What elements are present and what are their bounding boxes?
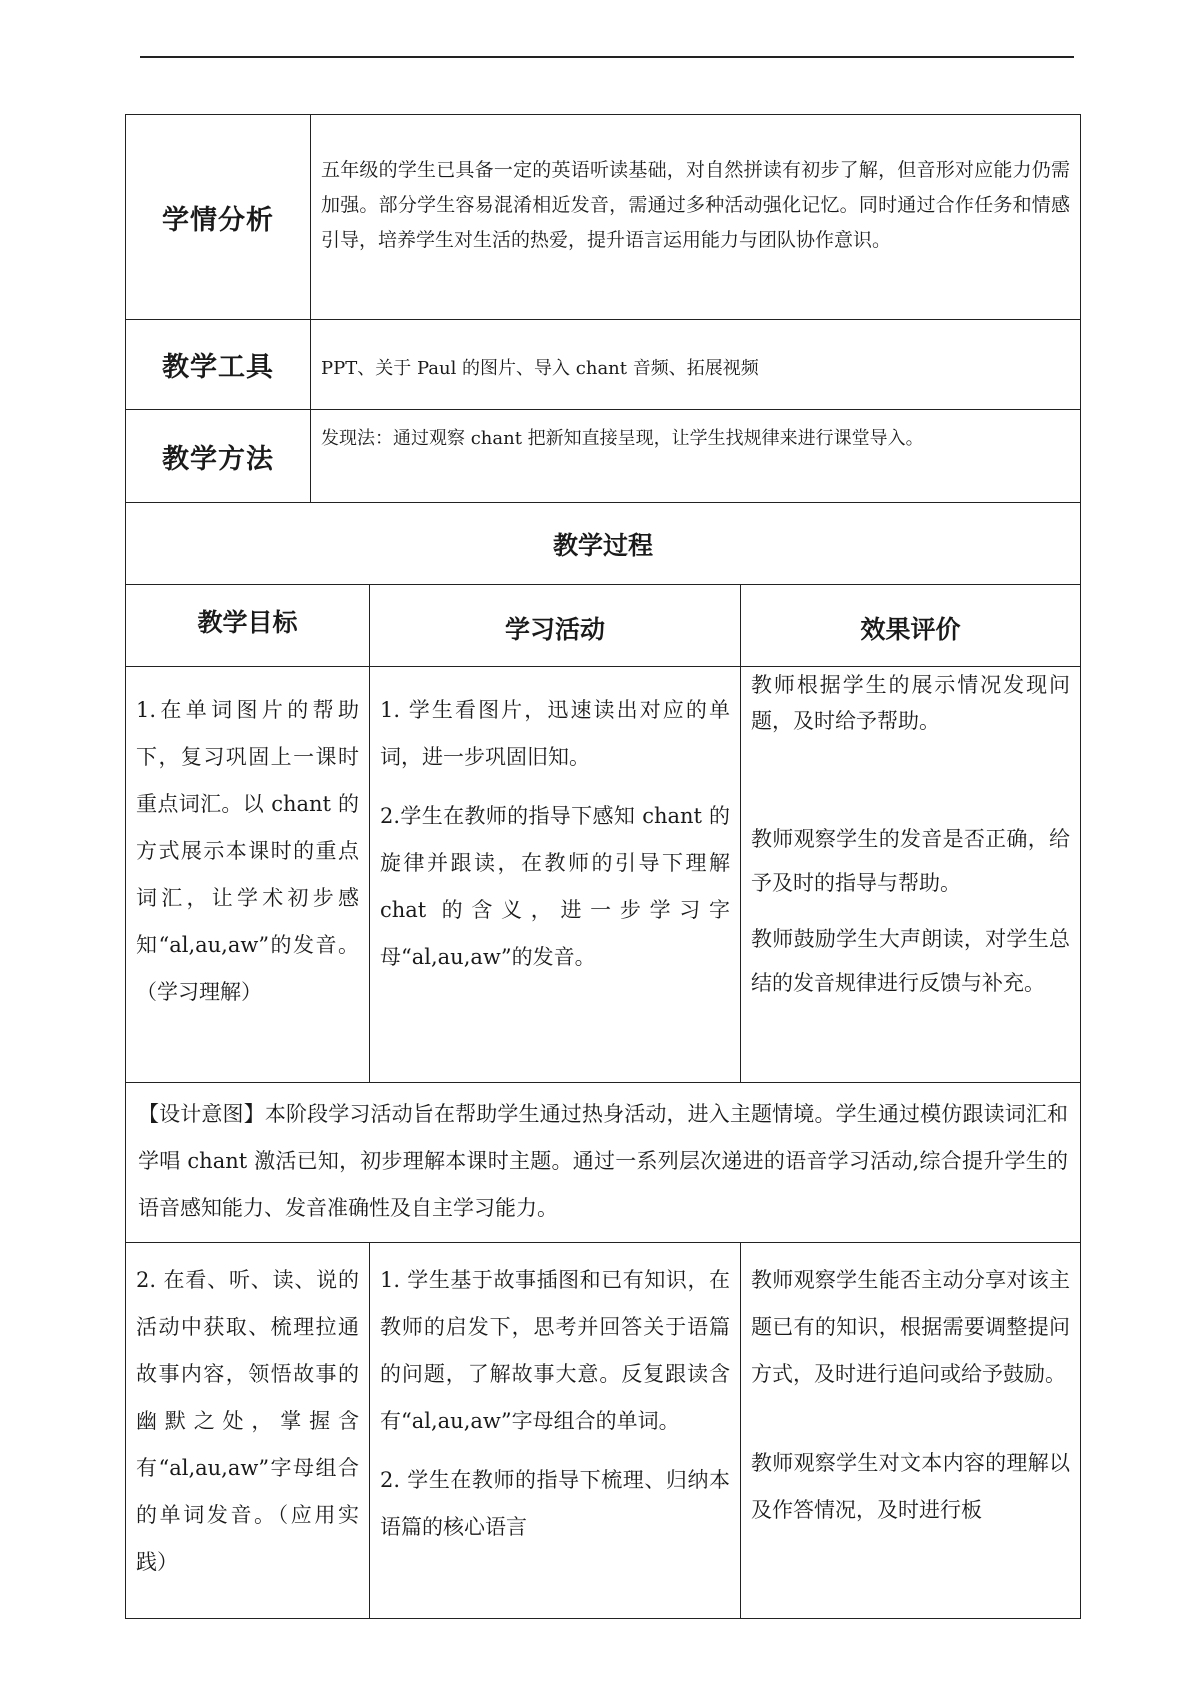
header-rule [140,56,1074,58]
activity-item: 1. 学生看图片，迅速读出对应的单词，进一步巩固旧知。 [380,698,730,769]
header-activity: 学习活动 [370,585,741,666]
design-intent: 【设计意图】本阶段学习活动旨在帮助学生通过热身活动，进入主题情境。学生通过模仿跟读词汇和学唱 chant 激活已知，初步理解本课时主题。通过一系列层次递进的语音学习活动,综合提升学生的语音感知能力、发音准确性及自主学习能力。 [126,1083,1080,1243]
lesson-plan-table [125,114,1081,1619]
evaluation-cell [741,1243,1080,1618]
method-label: 教学方法 [126,410,311,502]
tools-label: 教学工具 [126,320,311,409]
activity-item: 2.学生在教师的指导下感知 chant 的旋律并跟读，在教师的引导下理解 chat 的含义，进一步学习字母“al,au,aw”的发音。 [380,804,730,969]
activity-item: 1. 学生基于故事插图和已有知识，在教师的启发下，思考并回答关于语篇的问题，了解故事大意。反复跟读含有“al,au,aw”字母组合的单词。 [380,1268,730,1433]
goal-cell: 1.在单词图片的帮助下，复习巩固上一课时重点词汇。以 chant 的方式展示本课时的重点词汇，让学术初步感知“al,au,aw”的发音。（学习理解） [126,667,370,1082]
process-title: 教学过程 [126,503,1080,585]
evaluation-item: 教师观察学生能否主动分享对该主题已有的知识，根据需要调整提问方式，及时进行追问或给予鼓励。 [751,1268,1070,1386]
tools-row [126,320,1080,410]
analysis-text: 五年级的学生已具备一定的英语听读基础，对自然拼读有初步了解，但音形对应能力仍需加强。部分学生容易混淆相近发音，需通过多种活动强化记忆。同时通过合作任务和情感引导，培养学生对生活的热爱，提升语言运用能力与团队协作意识。 [321,159,1070,251]
header-evaluation: 效果评价 [860,614,961,644]
tools-text: PPT、关于 Paul 的图片、导入 chant 音频、拓展视频 [321,358,759,379]
evaluation-item: 教师根据学生的展示情况发现问题，及时给予帮助。 [751,673,1070,733]
method-text: 发现法：通过观察 chant 把新知直接呈现，让学生找规律来进行课堂导入。 [321,428,924,449]
evaluation-item: 教师观察学生对文本内容的理解以及作答情况，及时进行板 [751,1451,1070,1522]
goal-cell: 2. 在看、听、读、说的活动中获取、梳理拉通故事内容，领悟故事的幽默之处，掌握含有“al,au,aw”字母组合的单词发音。（应用实践） [126,1243,370,1618]
activity-cell [370,1243,741,1618]
process-row-2 [126,1243,1080,1618]
analysis-row [126,115,1080,320]
process-header-row [126,585,1080,667]
evaluation-item: 教师观察学生的发音是否正确，给予及时的指导与帮助。 [751,827,1070,895]
evaluation-cell [741,667,1080,1082]
activity-cell [370,667,741,1082]
evaluation-item: 教师鼓励学生大声朗读，对学生总结的发音规律进行反馈与补充。 [751,927,1070,995]
method-row [126,410,1080,503]
process-row-1 [126,667,1080,1083]
header-goal: 教学目标 [126,585,370,666]
activity-item: 2. 学生在教师的指导下梳理、归纳本语篇的核心语言 [380,1468,730,1539]
analysis-label: 学情分析 [126,115,311,319]
